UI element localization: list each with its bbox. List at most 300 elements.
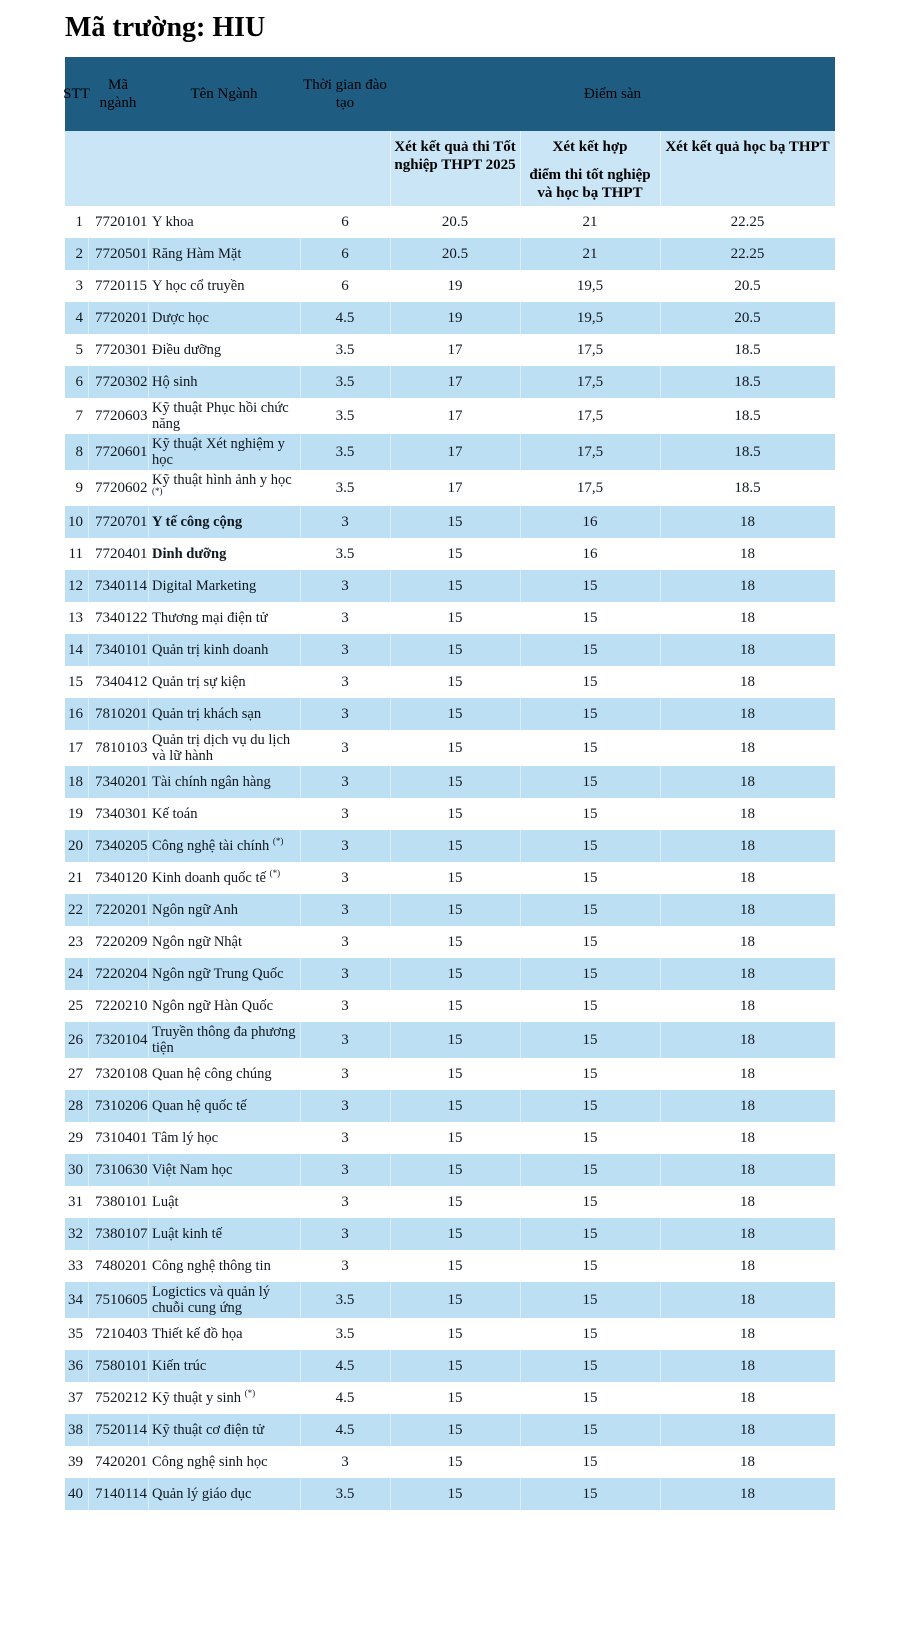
score-transcript-cell: 18 (660, 862, 835, 894)
score-transcript-cell: 20.5 (660, 270, 835, 302)
stt-cell: 9 (75, 480, 83, 496)
score-transcript-cell: 18 (660, 506, 835, 538)
table-row (65, 434, 835, 470)
major-name-cell: Kế toán (148, 798, 300, 830)
table-subheader (65, 131, 835, 206)
score-thpt-cell: 15 (390, 1282, 520, 1318)
admission-table (65, 57, 835, 1510)
score-thpt-cell: 15 (390, 666, 520, 698)
major-name-cell: Y học cổ truyền (148, 270, 300, 302)
duration-cell: 3.5 (300, 366, 390, 398)
subheader-spacer (65, 131, 390, 206)
score-transcript-cell: 18 (660, 1218, 835, 1250)
major-code-cell: 7520114 (88, 1414, 148, 1446)
score-thpt-cell: 15 (390, 1090, 520, 1122)
duration-cell: 3.5 (300, 538, 390, 570)
stt-cell: 27 (68, 1066, 83, 1082)
table-row (65, 302, 835, 334)
table-row (65, 1218, 835, 1250)
major-name-cell: Thiết kế đồ họa (148, 1318, 300, 1350)
score-combined-cell: 17,5 (520, 366, 660, 398)
score-thpt-cell: 15 (390, 1022, 520, 1058)
score-combined-cell: 15 (520, 1382, 660, 1414)
table-row (65, 862, 835, 894)
table-row (65, 1478, 835, 1510)
score-combined-cell: 15 (520, 958, 660, 990)
subheader-transcript: Xét kết quả học bạ THPT (660, 131, 835, 206)
duration-cell: 3 (300, 1022, 390, 1058)
score-thpt-cell: 17 (390, 398, 520, 434)
duration-cell: 6 (300, 238, 390, 270)
major-code-cell: 7720603 (88, 398, 148, 434)
score-transcript-cell: 18 (660, 1250, 835, 1282)
major-code-cell: 7720401 (88, 538, 148, 570)
major-code-cell: 7720701 (88, 506, 148, 538)
score-thpt-cell: 17 (390, 334, 520, 366)
major-code-cell: 7310206 (88, 1090, 148, 1122)
score-transcript-cell: 18 (660, 1382, 835, 1414)
duration-cell: 6 (300, 206, 390, 238)
score-combined-cell: 15 (520, 926, 660, 958)
stt-cell: 33 (68, 1258, 83, 1274)
stt-cell: 26 (68, 1032, 83, 1048)
score-combined-cell: 17,5 (520, 434, 660, 470)
score-combined-cell: 15 (520, 1090, 660, 1122)
stt-cell: 40 (68, 1486, 83, 1502)
score-transcript-cell: 18 (660, 730, 835, 766)
major-code-cell: 7340301 (88, 798, 148, 830)
table-row (65, 334, 835, 366)
major-code-cell: 7340101 (88, 634, 148, 666)
table-row (65, 1090, 835, 1122)
score-combined-cell: 17,5 (520, 398, 660, 434)
score-combined-cell: 15 (520, 1122, 660, 1154)
stt-cell: 31 (68, 1194, 83, 1210)
table-row (65, 1250, 835, 1282)
subheader-thpt-result: Xét kết quả thi Tốt nghiệp THPT 2025 (390, 131, 520, 206)
table-row (65, 1382, 835, 1414)
major-code-cell: 7340114 (88, 570, 148, 602)
stt-cell: 14 (68, 642, 83, 658)
score-thpt-cell: 15 (390, 1318, 520, 1350)
major-name-cell: Công nghệ sinh học (148, 1446, 300, 1478)
table-row (65, 538, 835, 570)
duration-cell: 3 (300, 1186, 390, 1218)
stt-cell: 37 (68, 1390, 83, 1406)
major-code-cell: 7510605 (88, 1282, 148, 1318)
stt-cell: 38 (68, 1422, 83, 1438)
stt-cell: 7 (75, 408, 83, 424)
score-thpt-cell: 17 (390, 366, 520, 398)
score-transcript-cell: 22.25 (660, 206, 835, 238)
score-transcript-cell: 18 (660, 1350, 835, 1382)
major-code-cell: 7520212 (88, 1382, 148, 1414)
major-name-cell: Kỹ thuật Phục hồi chức năng (148, 398, 300, 434)
score-transcript-cell: 18 (660, 1022, 835, 1058)
score-transcript-cell: 18 (660, 1414, 835, 1446)
major-code-cell: 7720201 (88, 302, 148, 334)
score-thpt-cell: 15 (390, 1122, 520, 1154)
score-transcript-cell: 18 (660, 1446, 835, 1478)
major-code-cell: 7720302 (88, 366, 148, 398)
score-combined-cell: 15 (520, 830, 660, 862)
major-code-cell: 7220201 (88, 894, 148, 926)
score-thpt-cell: 15 (390, 1350, 520, 1382)
stt-cell: 13 (68, 610, 83, 626)
score-combined-cell: 17,5 (520, 470, 660, 506)
duration-cell: 3 (300, 666, 390, 698)
major-name-cell: Kỹ thuật Xét nghiệm y học (148, 434, 300, 470)
score-combined-cell: 15 (520, 894, 660, 926)
score-combined-cell: 15 (520, 766, 660, 798)
stt-cell: 3 (75, 278, 83, 294)
major-code-cell: 7140114 (88, 1478, 148, 1510)
major-name-cell: Điều dưỡng (148, 334, 300, 366)
score-thpt-cell: 15 (390, 1414, 520, 1446)
table-row (65, 366, 835, 398)
stt-cell: 12 (68, 578, 83, 594)
score-transcript-cell: 18 (660, 798, 835, 830)
score-combined-cell: 15 (520, 1218, 660, 1250)
duration-cell: 3 (300, 1090, 390, 1122)
score-thpt-cell: 17 (390, 470, 520, 506)
header-code: Mã ngành (99, 77, 137, 111)
score-thpt-cell: 15 (390, 634, 520, 666)
score-transcript-cell: 18 (660, 958, 835, 990)
score-combined-cell: 15 (520, 798, 660, 830)
table-row (65, 398, 835, 434)
major-name-cell: Thương mại điện tử (148, 602, 300, 634)
table-row (65, 506, 835, 538)
major-code-cell: 7720602 (88, 470, 148, 506)
score-transcript-cell: 18 (660, 1058, 835, 1090)
major-code-cell: 7720501 (88, 238, 148, 270)
duration-cell: 3 (300, 1058, 390, 1090)
table-row (65, 1022, 835, 1058)
score-transcript-cell: 18 (660, 1090, 835, 1122)
table-row (65, 470, 835, 506)
score-combined-cell: 16 (520, 506, 660, 538)
major-code-cell: 7340412 (88, 666, 148, 698)
table-row (65, 990, 835, 1022)
duration-cell: 3 (300, 1218, 390, 1250)
major-name-cell: Kỹ thuật y sinh (*) (148, 1382, 300, 1414)
duration-cell: 4.5 (300, 302, 390, 334)
score-thpt-cell: 15 (390, 1446, 520, 1478)
stt-cell: 29 (68, 1130, 83, 1146)
table-row (65, 926, 835, 958)
stt-cell: 22 (68, 902, 83, 918)
score-combined-cell: 15 (520, 1350, 660, 1382)
score-combined-cell: 15 (520, 634, 660, 666)
major-name-cell: Công nghệ thông tin (148, 1250, 300, 1282)
score-combined-cell: 16 (520, 538, 660, 570)
score-thpt-cell: 20.5 (390, 238, 520, 270)
stt-cell: 35 (68, 1326, 83, 1342)
duration-cell: 3 (300, 1122, 390, 1154)
score-combined-cell: 15 (520, 1446, 660, 1478)
score-transcript-cell: 18 (660, 570, 835, 602)
score-thpt-cell: 15 (390, 1058, 520, 1090)
major-name-cell: Logictics và quản lý chuỗi cung ứng (148, 1282, 300, 1318)
duration-cell: 3.5 (300, 1282, 390, 1318)
table-row (65, 602, 835, 634)
table-row (65, 958, 835, 990)
stt-cell: 17 (68, 740, 83, 756)
major-note-asterisk: (*) (152, 486, 163, 497)
major-name-cell: Kỹ thuật hình ảnh y học (*) (148, 470, 300, 506)
major-code-cell: 7810103 (88, 730, 148, 766)
score-thpt-cell: 15 (390, 990, 520, 1022)
major-code-cell: 7220210 (88, 990, 148, 1022)
table-row (65, 570, 835, 602)
major-name-cell: Y khoa (148, 206, 300, 238)
major-name-cell: Kiến trúc (148, 1350, 300, 1382)
score-transcript-cell: 18 (660, 1154, 835, 1186)
major-name-cell: Dinh dưỡng (148, 538, 300, 570)
table-row (65, 730, 835, 766)
major-code-cell: 7720101 (88, 206, 148, 238)
duration-cell: 3.5 (300, 1478, 390, 1510)
table-row (65, 1414, 835, 1446)
major-name-cell: Quản trị dịch vụ du lịch và lữ hành (148, 730, 300, 766)
score-thpt-cell: 15 (390, 1154, 520, 1186)
stt-cell: 24 (68, 966, 83, 982)
major-name-cell: Răng Hàm Mặt (148, 238, 300, 270)
score-transcript-cell: 18 (660, 634, 835, 666)
score-thpt-cell: 15 (390, 1218, 520, 1250)
major-name-cell: Truyền thông đa phương tiện (148, 1022, 300, 1058)
table-row (65, 634, 835, 666)
table-row (65, 894, 835, 926)
duration-cell: 4.5 (300, 1414, 390, 1446)
table-row (65, 1154, 835, 1186)
score-combined-cell: 15 (520, 730, 660, 766)
score-combined-cell: 15 (520, 602, 660, 634)
duration-cell: 3.5 (300, 434, 390, 470)
duration-cell: 3 (300, 1250, 390, 1282)
major-code-cell: 7380107 (88, 1218, 148, 1250)
major-code-cell: 7340120 (88, 862, 148, 894)
score-combined-cell: 15 (520, 1154, 660, 1186)
score-transcript-cell: 18.5 (660, 334, 835, 366)
table-row (65, 206, 835, 238)
major-name-cell: Quan hệ quốc tế (148, 1090, 300, 1122)
major-code-cell: 7310630 (88, 1154, 148, 1186)
score-thpt-cell: 15 (390, 926, 520, 958)
stt-cell: 21 (68, 870, 83, 886)
duration-cell: 3 (300, 990, 390, 1022)
duration-cell: 3.5 (300, 1318, 390, 1350)
score-transcript-cell: 18 (660, 1478, 835, 1510)
table-row (65, 830, 835, 862)
subheader-combined (520, 131, 660, 206)
score-combined-cell: 15 (520, 1022, 660, 1058)
major-name-cell: Công nghệ tài chính (*) (148, 830, 300, 862)
score-thpt-cell: 19 (390, 302, 520, 334)
duration-cell: 3.5 (300, 334, 390, 366)
major-note-asterisk: (*) (272, 836, 284, 847)
major-name-cell: Tâm lý học (148, 1122, 300, 1154)
header-floor-score: Điểm sàn (583, 86, 642, 102)
duration-cell: 4.5 (300, 1382, 390, 1414)
score-transcript-cell: 18 (660, 990, 835, 1022)
major-name-cell: Kinh doanh quốc tế (*) (148, 862, 300, 894)
stt-cell: 18 (68, 774, 83, 790)
major-name-cell: Quan hệ công chúng (148, 1058, 300, 1090)
major-code-cell: 7210403 (88, 1318, 148, 1350)
score-combined-cell: 15 (520, 1058, 660, 1090)
table-row (65, 1446, 835, 1478)
major-name-cell: Ngôn ngữ Hàn Quốc (148, 990, 300, 1022)
duration-cell: 3 (300, 798, 390, 830)
major-code-cell: 7340205 (88, 830, 148, 862)
score-transcript-cell: 18 (660, 1318, 835, 1350)
score-combined-cell: 15 (520, 990, 660, 1022)
table-row (65, 1318, 835, 1350)
duration-cell: 6 (300, 270, 390, 302)
table-row (65, 1350, 835, 1382)
major-name-cell: Quản lý giáo dục (148, 1478, 300, 1510)
score-combined-cell: 15 (520, 1318, 660, 1350)
duration-cell: 3 (300, 766, 390, 798)
stt-cell: 8 (75, 444, 83, 460)
stt-cell: 4 (75, 310, 83, 326)
major-name-cell: Dược học (148, 302, 300, 334)
major-code-cell: 7320108 (88, 1058, 148, 1090)
score-transcript-cell: 22.25 (660, 238, 835, 270)
score-combined-cell: 15 (520, 666, 660, 698)
score-combined-cell: 21 (520, 238, 660, 270)
duration-cell: 3 (300, 698, 390, 730)
stt-cell: 28 (68, 1098, 83, 1114)
header-name: Tên Ngành (190, 86, 258, 102)
score-combined-cell: 15 (520, 862, 660, 894)
stt-cell: 25 (68, 998, 83, 1014)
major-name-cell: Việt Nam học (148, 1154, 300, 1186)
major-name-cell: Quản trị kinh doanh (148, 634, 300, 666)
duration-cell: 3 (300, 634, 390, 666)
score-thpt-cell: 15 (390, 1250, 520, 1282)
header-duration: Thời gian đào tạo (303, 77, 387, 111)
score-thpt-cell: 15 (390, 1382, 520, 1414)
score-transcript-cell: 18 (660, 926, 835, 958)
subheader-combined-line1: Xét kết hợp (552, 139, 628, 155)
score-thpt-cell: 15 (390, 602, 520, 634)
score-thpt-cell: 20.5 (390, 206, 520, 238)
score-transcript-cell: 18 (660, 766, 835, 798)
table-row (65, 1186, 835, 1218)
score-combined-cell: 19,5 (520, 270, 660, 302)
stt-cell: 10 (68, 514, 83, 530)
score-combined-cell: 15 (520, 1250, 660, 1282)
score-transcript-cell: 18 (660, 602, 835, 634)
score-combined-cell: 15 (520, 698, 660, 730)
major-code-cell: 7340122 (88, 602, 148, 634)
score-thpt-cell: 15 (390, 894, 520, 926)
major-code-cell: 7720301 (88, 334, 148, 366)
score-thpt-cell: 15 (390, 698, 520, 730)
score-combined-cell: 17,5 (520, 334, 660, 366)
major-name-cell: Digital Marketing (148, 570, 300, 602)
table-row (65, 1282, 835, 1318)
stt-cell: 30 (68, 1162, 83, 1178)
score-thpt-cell: 15 (390, 830, 520, 862)
major-code-cell: 7220204 (88, 958, 148, 990)
score-transcript-cell: 20.5 (660, 302, 835, 334)
score-combined-cell: 15 (520, 1186, 660, 1218)
score-transcript-cell: 18.5 (660, 470, 835, 506)
major-note-asterisk: (*) (269, 868, 281, 879)
score-transcript-cell: 18 (660, 666, 835, 698)
score-thpt-cell: 15 (390, 570, 520, 602)
score-thpt-cell: 15 (390, 766, 520, 798)
major-name-cell: Ngôn ngữ Trung Quốc (148, 958, 300, 990)
major-name-cell: Ngôn ngữ Anh (148, 894, 300, 926)
stt-cell: 5 (75, 342, 83, 358)
major-code-cell: 7310401 (88, 1122, 148, 1154)
score-transcript-cell: 18.5 (660, 434, 835, 470)
score-transcript-cell: 18 (660, 1122, 835, 1154)
stt-cell: 20 (68, 838, 83, 854)
score-transcript-cell: 18.5 (660, 366, 835, 398)
duration-cell: 4.5 (300, 1350, 390, 1382)
score-thpt-cell: 15 (390, 1186, 520, 1218)
duration-cell: 3.5 (300, 470, 390, 506)
score-thpt-cell: 15 (390, 1478, 520, 1510)
score-transcript-cell: 18 (660, 538, 835, 570)
major-code-cell: 7720115 (88, 270, 148, 302)
table-row (65, 238, 835, 270)
table-row (65, 798, 835, 830)
major-name-cell: Luật (148, 1186, 300, 1218)
score-transcript-cell: 18 (660, 894, 835, 926)
stt-cell: 19 (68, 806, 83, 822)
major-name-cell: Tài chính ngân hàng (148, 766, 300, 798)
stt-cell: 39 (68, 1454, 83, 1470)
header-stt: STT (63, 86, 90, 102)
score-thpt-cell: 15 (390, 730, 520, 766)
table-header (65, 57, 835, 131)
stt-cell: 6 (75, 374, 83, 390)
major-name-cell: Quản trị sự kiện (148, 666, 300, 698)
duration-cell: 3 (300, 894, 390, 926)
table-row (65, 698, 835, 730)
major-note-asterisk: (*) (244, 1388, 256, 1399)
major-name-cell: Y tế công cộng (148, 506, 300, 538)
score-thpt-cell: 15 (390, 958, 520, 990)
stt-cell: 15 (68, 674, 83, 690)
score-combined-cell: 15 (520, 1282, 660, 1318)
stt-cell: 23 (68, 934, 83, 950)
major-name-cell: Quản trị khách sạn (148, 698, 300, 730)
major-code-cell: 7220209 (88, 926, 148, 958)
score-transcript-cell: 18 (660, 830, 835, 862)
score-combined-cell: 15 (520, 1478, 660, 1510)
major-code-cell: 7320104 (88, 1022, 148, 1058)
score-transcript-cell: 18 (660, 1282, 835, 1318)
score-combined-cell: 15 (520, 1414, 660, 1446)
score-thpt-cell: 15 (390, 798, 520, 830)
score-thpt-cell: 15 (390, 506, 520, 538)
stt-cell: 1 (75, 214, 83, 230)
duration-cell: 3 (300, 570, 390, 602)
stt-cell: 2 (75, 246, 83, 262)
table-row (65, 666, 835, 698)
table-row (65, 1058, 835, 1090)
score-combined-cell: 21 (520, 206, 660, 238)
score-thpt-cell: 15 (390, 538, 520, 570)
